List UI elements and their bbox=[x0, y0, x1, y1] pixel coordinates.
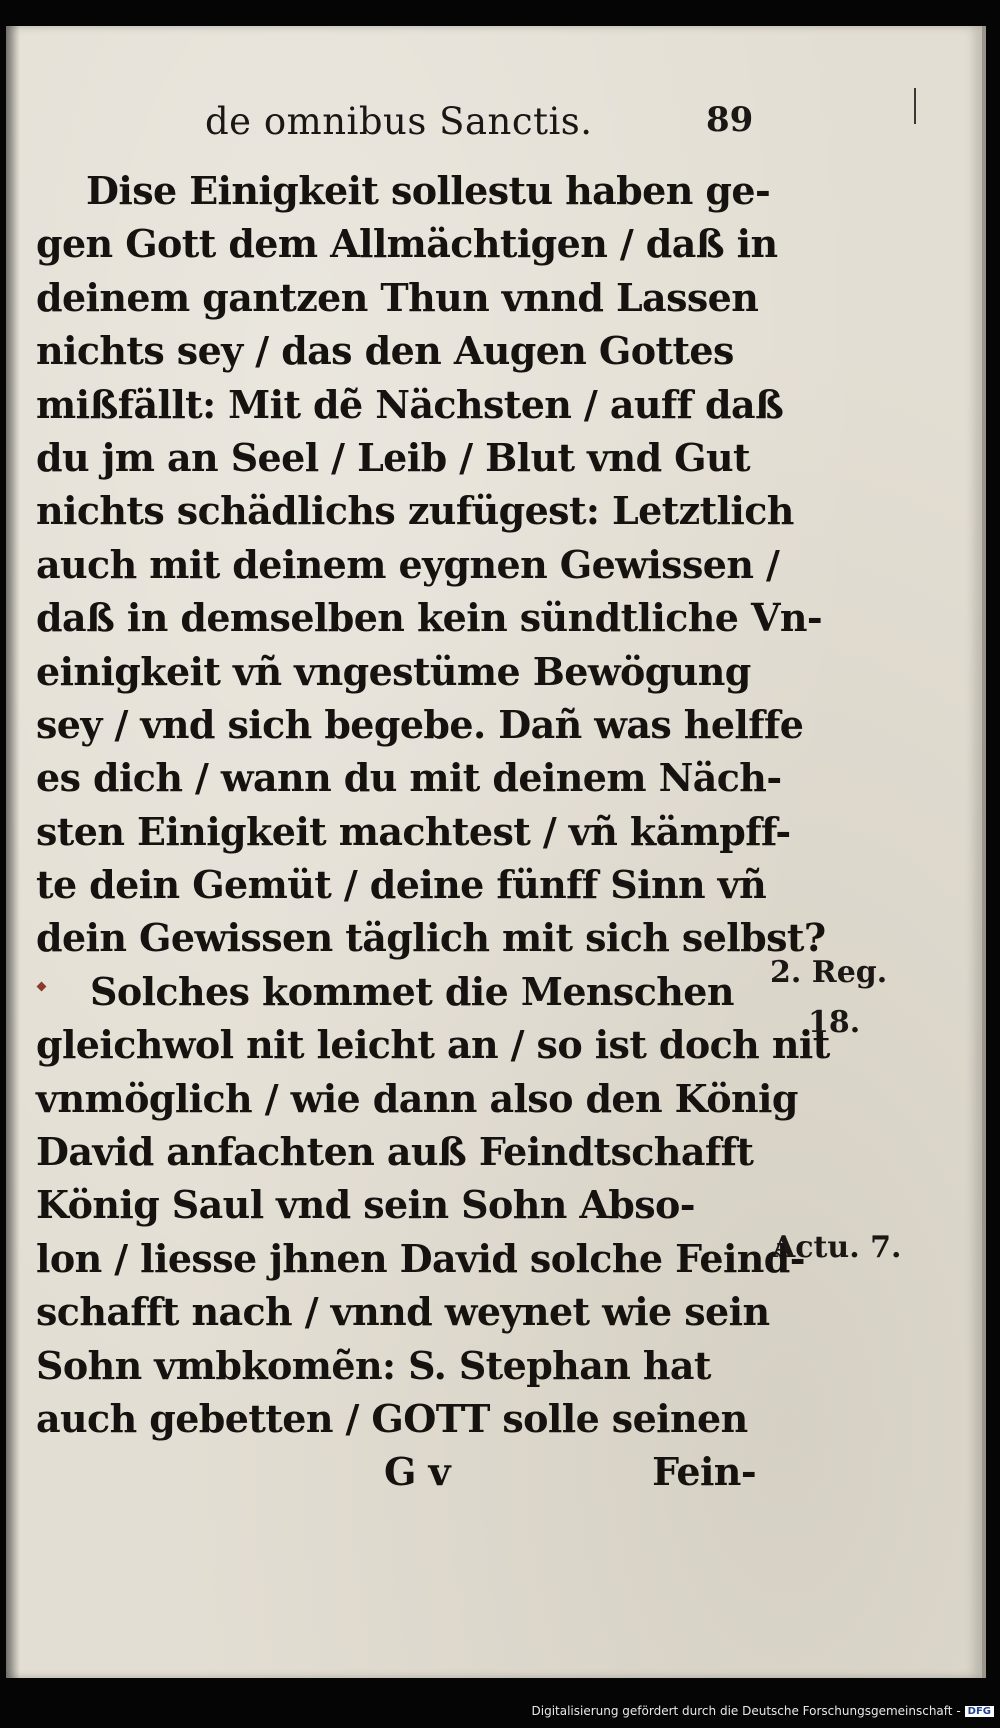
catch-line bbox=[36, 1445, 756, 1498]
text-line: gleichwol nit leicht an / so ist doch nit bbox=[36, 1022, 830, 1068]
digitization-credit bbox=[0, 1704, 994, 1718]
margin-note-reference-chapter: 18. bbox=[808, 1005, 861, 1040]
text-line: nichts sey / das den Augen Gottes bbox=[36, 328, 734, 374]
text-line: es dich / wann du mit deinem Näch- bbox=[36, 755, 782, 801]
text-line: Dise Einigkeit sollestu haben ge- bbox=[86, 168, 771, 213]
text-line: Solches kommet die Menschen bbox=[90, 968, 734, 1014]
text-line: sten Einigkeit machtest / vñ kämpff- bbox=[36, 808, 791, 854]
text-line: sey / vnd sich begebe. Dañ was helffe bbox=[36, 701, 804, 747]
text-line: schafft nach / vnnd weynet wie sein bbox=[36, 1289, 770, 1335]
text-line: mißfällt: Mit dẽ Nächsten / auff daß bbox=[36, 381, 784, 427]
running-title: de omnibus Sanctis. bbox=[205, 100, 593, 143]
margin-note-acts: Actu. 7. bbox=[772, 1230, 902, 1265]
text-line: te dein Gemüt / deine fünff Sinn vñ bbox=[36, 862, 767, 908]
text-line: David anfachten auß Feindtschafft bbox=[36, 1129, 754, 1175]
signature-mark: G v bbox=[384, 1449, 450, 1495]
running-head bbox=[0, 100, 1000, 150]
credit-text: Digitalisierung gefördert durch die Deutsche Forschungsgemeinschaft - bbox=[531, 1704, 961, 1718]
catchword: Fein- bbox=[652, 1449, 756, 1495]
text-line: nichts schädlichs zufügest: Letztlich bbox=[36, 488, 794, 534]
dfg-logo: DFG bbox=[965, 1706, 994, 1717]
page-number: 89 bbox=[706, 100, 754, 140]
text-line: deinem gantzen Thun vnnd Lassen bbox=[36, 274, 759, 320]
spine-shadow bbox=[6, 26, 20, 1678]
text-line: einigkeit vñ vngestüme Bewögung bbox=[36, 648, 751, 694]
text-line: gen Gott dem Allmächtigen / daß in bbox=[36, 221, 778, 267]
text-line: vnmöglich / wie dann also den König bbox=[36, 1075, 798, 1121]
text-line: König Saul vnd sein Sohn Abso- bbox=[36, 1182, 695, 1228]
text-line: daß in demselben kein sündtliche Vn- bbox=[36, 595, 823, 641]
text-line: auch gebetten / GOTT solle seinen bbox=[36, 1395, 748, 1441]
text-line: lon / liesse jhnen David solche Feind- bbox=[36, 1235, 805, 1281]
text-line: dein Gewissen täglich mit sich selbst? bbox=[36, 915, 826, 961]
text-line: auch mit deinem eygnen Gewissen / bbox=[36, 541, 780, 587]
text-line: du jm an Seel / Leib / Blut vnd Gut bbox=[36, 434, 751, 480]
text-line: Sohn vmbkomẽn: S. Stephan hat bbox=[36, 1342, 711, 1388]
margin-note-reference: 2. Reg. bbox=[770, 955, 888, 990]
